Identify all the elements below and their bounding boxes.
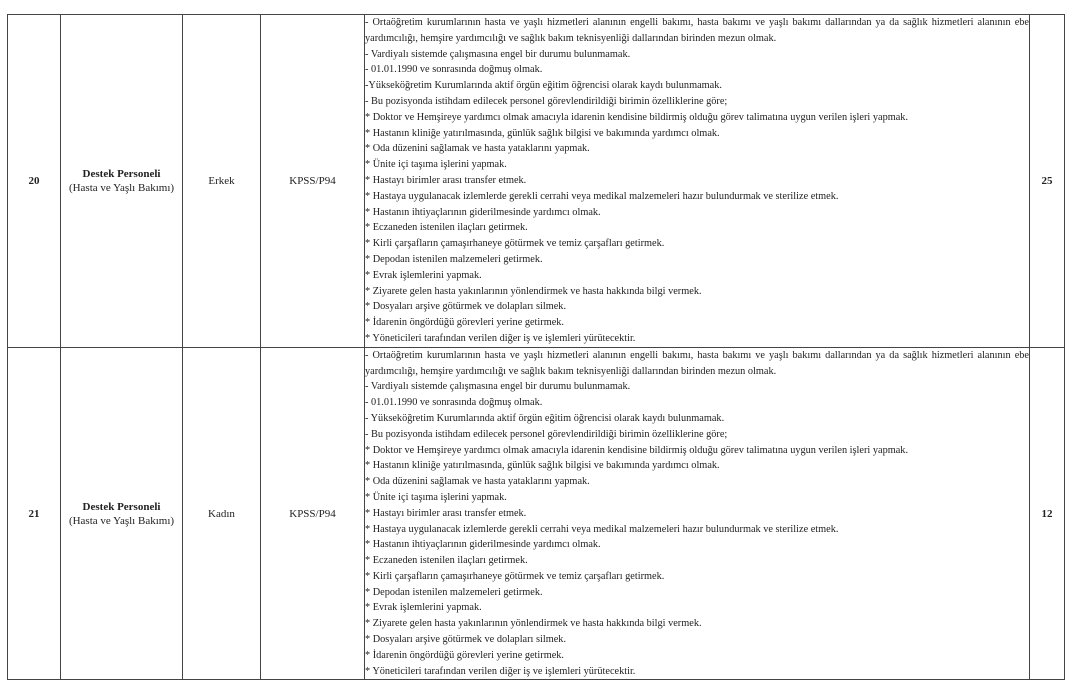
- table-row: [8, 15, 1065, 348]
- requirement-item: * Evrak işlemlerini yapmak.: [365, 269, 482, 281]
- requirement-item: * Hastayı birimler arası transfer etmek.: [365, 507, 527, 519]
- requirement-item: * Eczaneden istenilen ilaçları getirmek.: [365, 222, 528, 234]
- requirement-item: * Ziyarete gelen hasta yakınlarının yönlendirmek ve hasta hakkında bilgi vermek.: [365, 285, 702, 297]
- kpss-score-type: KPSS/P94: [261, 15, 365, 348]
- row-number: 20: [8, 15, 61, 348]
- position-count: 25: [1030, 15, 1065, 348]
- table-row: [8, 347, 1065, 680]
- requirement-item: * Hastanın ihtiyaçlarının giderilmesinde yardımcı olmak.: [365, 206, 601, 218]
- requirement-item: * Oda düzenini sağlamak ve hasta yataklarını yapmak.: [365, 476, 590, 488]
- requirement-item: * Ünite içi taşıma işlerini yapmak.: [365, 491, 507, 503]
- requirement-item: - 01.01.1990 ve sonrasında doğmuş olmak.: [365, 397, 543, 409]
- position-title-cell: [61, 347, 183, 680]
- requirement-item: * Ünite içi taşıma işlerini yapmak.: [365, 159, 507, 171]
- requirement-item: * Doktor ve Hemşireye yardımcı olmak amacıyla idarenin kendisine bildirmiş olduğu görev talimatına uygun verilen işleri yapmak.: [365, 444, 909, 456]
- requirement-item: * Doktor ve Hemşireye yardımcı olmak amacıyla idarenin kendisine bildirmiş olduğu görev talimatına uygun verilen işleri yapmak.: [365, 111, 909, 123]
- position-title: Destek Personeli: [82, 500, 161, 513]
- requirement-item: - Bu pozisyonda istihdam edilecek personel görevlendirildiği birimin özelliklerine göre;: [365, 428, 728, 440]
- requirement-item: * Dosyaları arşive götürmek ve dolapları silmek.: [365, 634, 567, 646]
- requirement-item: * Depodan istenilen malzemeleri getirmek.: [365, 586, 543, 598]
- requirement-item: * Hastanın kliniğe yatırılmasında, günlük sağlık bilgisi ve bakımında yardımcı olmak.: [365, 127, 720, 139]
- row-number: 21: [8, 347, 61, 680]
- requirement-item: * Evrak işlemlerini yapmak.: [365, 602, 482, 614]
- requirement-item: - Ortaöğretim kurumlarının hasta ve yaşlı hizmetleri alanının engelli bakımı, hasta bakımı ve yaşlı bakımı dallarından ya da sağlık hizmetleri alanının ebe yardımcılığı, hemşire yardımcılığı ve sağlık bakım teknisyenliği dallarından birinden mezun olmak.: [365, 349, 1029, 377]
- requirement-item: * Depodan istenilen malzemeleri getirmek.: [365, 253, 543, 265]
- requirement-item: * İdarenin öngördüğü görevleri yerine getirmek.: [365, 649, 565, 661]
- position-title: Destek Personeli: [82, 167, 161, 180]
- requirement-item: * Hastayı birimler arası transfer etmek.: [365, 174, 527, 186]
- requirement-item: - Bu pozisyonda istihdam edilecek personel görevlendirildiği birimin özelliklerine göre;: [365, 95, 728, 107]
- kpss-score-type: KPSS/P94: [261, 347, 365, 680]
- requirement-item: * Kirli çarşafların çamaşırhaneye götürmek ve temiz çarşafları getirmek.: [365, 570, 665, 582]
- requirement-item: * Dosyaları arşive götürmek ve dolapları silmek.: [365, 301, 567, 313]
- requirement-item: - Vardiyalı sistemde çalışmasına engel bir durumu bulunmamak.: [365, 48, 631, 60]
- requirement-item: * Hastanın kliniğe yatırılmasında, günlük sağlık bilgisi ve bakımında yardımcı olmak.: [365, 460, 720, 472]
- requirement-item: - Yükseköğretim Kurumlarında aktif örgün eğitim öğrencisi olarak kaydı bulunmamak.: [365, 412, 725, 424]
- requirement-item: * Eczaneden istenilen ilaçları getirmek.: [365, 555, 528, 567]
- requirement-item: * Hastanın ihtiyaçlarının giderilmesinde yardımcı olmak.: [365, 539, 601, 551]
- position-subtitle: (Hasta ve Yaşlı Bakımı): [68, 181, 175, 194]
- requirement-item: - 01.01.1990 ve sonrasında doğmuş olmak.: [365, 64, 543, 76]
- requirement-item: * Ziyarete gelen hasta yakınlarının yönlendirmek ve hasta hakkında bilgi vermek.: [365, 618, 702, 630]
- requirement-item: * Hastaya uygulanacak izlemlerde gerekli cerrahi veya medikal malzemeleri hazır bulundurmak ve sterilize etmek.: [365, 523, 839, 535]
- requirement-item: * Hastaya uygulanacak izlemlerde gerekli cerrahi veya medikal malzemeleri hazır bulundurmak ve sterilize etmek.: [365, 190, 839, 202]
- requirements-list: [365, 15, 1030, 348]
- requirements-list: [365, 347, 1030, 680]
- requirement-item: * Kirli çarşafların çamaşırhaneye götürmek ve temiz çarşafları getirmek.: [365, 238, 665, 250]
- requirement-item: - Ortaöğretim kurumlarının hasta ve yaşlı hizmetleri alanının engelli bakımı, hasta bakımı ve yaşlı bakımı dallarından ya da sağlık hizmetleri alanının ebe yardımcılığı, hemşire yardımcılığı ve sağlık bakım teknisyenliği dallarından birinden mezun olmak.: [365, 17, 1029, 44]
- position-title-cell: [61, 15, 183, 348]
- gender: Erkek: [183, 15, 261, 348]
- requirement-item: - Vardiyalı sistemde çalışmasına engel bir durumu bulunmamak.: [365, 381, 631, 393]
- positions-table: [7, 14, 1065, 680]
- requirement-item: -Yükseköğretim Kurumlarında aktif örgün eğitim öğrencisi olarak kaydı bulunmamak.: [365, 80, 722, 92]
- requirement-item: * Oda düzenini sağlamak ve hasta yataklarını yapmak.: [365, 143, 590, 155]
- position-count: 12: [1030, 347, 1065, 680]
- requirement-item: * Yöneticileri tarafından verilen diğer iş ve işlemleri yürütecektir.: [365, 665, 636, 677]
- position-subtitle: (Hasta ve Yaşlı Bakımı): [68, 514, 175, 527]
- gender: Kadın: [183, 347, 261, 680]
- requirement-item: * İdarenin öngördüğü görevleri yerine getirmek.: [365, 317, 565, 329]
- requirement-item: * Yöneticileri tarafından verilen diğer iş ve işlemleri yürütecektir.: [365, 332, 636, 344]
